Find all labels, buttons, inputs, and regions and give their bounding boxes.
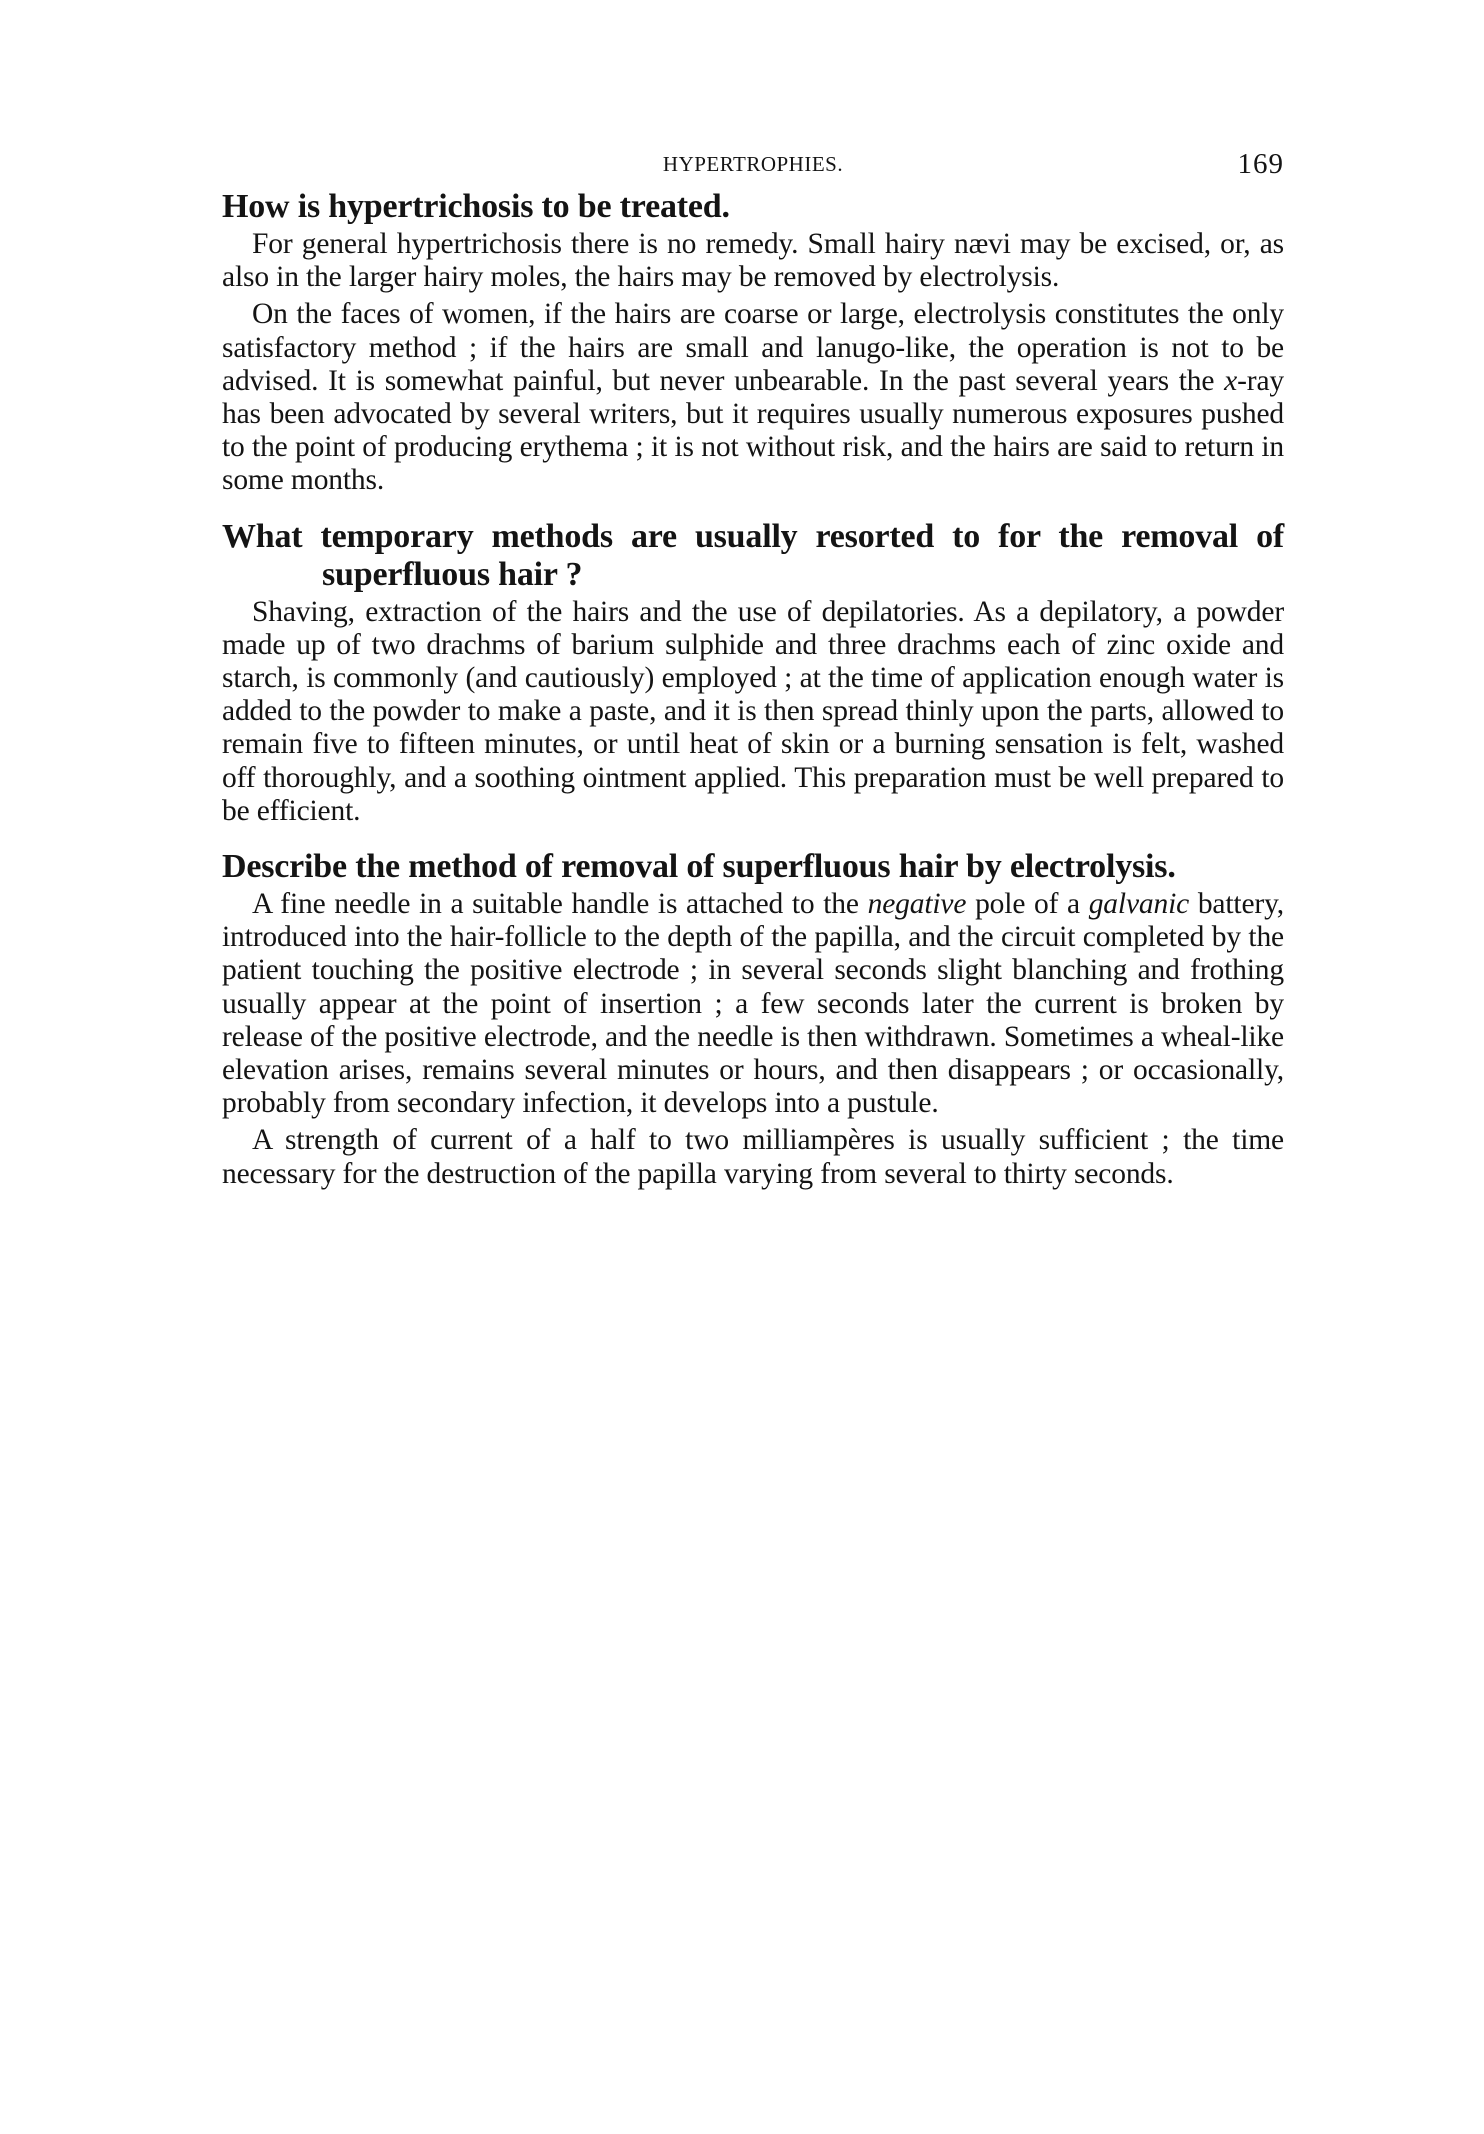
paragraph: A strength of current of a half to two milliampères is usually sufficient ; the time necessary for the destruction of the papilla varying from several to thirty seconds. [222,1124,1284,1190]
page-number: 169 [1237,148,1284,180]
text-segment: A fine needle in a suitable handle is attached to the [252,888,868,921]
italic-term: galvanic [1088,888,1190,921]
italic-term: x [1224,364,1238,397]
section-temporary-methods [222,518,1284,828]
text-segment: -ray has been advocated by several writers, but it requires usually numerous exposures pushed to the point of producing erythema ; it is not without risk, and the hairs are said to return in some months. [222,364,1284,497]
text-segment: On the faces of women, if the hairs are coarse or large, electrolysis constitutes the only satisfactory method ; if the hairs are small and lanugo-like, the operation is not to be advised. It is somewhat painful, but never unbearable. In the past several years the [222,298,1284,397]
question-heading: What temporary methods are usually resorted to for the removal of superfluous hair ? [222,517,1284,593]
section-treatment [222,188,1284,498]
paragraph [222,298,1284,497]
paragraph [222,888,1284,1120]
text-segment: battery, introduced into the hair-follicle to the depth of the papilla, and the circuit completed by the patient touching the positive electrode ; in several seconds slight blanching and frothing usually appear at the point of insertion ; a few seconds later the current is broken by release of the positive electrode, and the needle is then withdrawn. Sometimes a wheal-like elevation arises, remains several minutes or hours, and then disappears ; or occasionally, probably from secondary infection, it develops into a pustule. [222,888,1284,1120]
text-segment: pole of a [966,888,1089,921]
chapter-title: HYPERTROPHIES. [662,152,844,176]
paragraph: Shaving, extraction of the hairs and the use of depilatories. As a depilatory, a powder made up of two drachms of barium sulphide and three drachms each of zinc oxide and starch, is commonly (and cautiously) employed ; at the time of application enough water is added to the powder to make a paste, and it is then spread thinly upon the parts, allowed to remain five to fifteen minutes, or until heat of skin or a burning sensation is felt, washed off thoroughly, and a soothing ointment applied. This preparation must be well prepared to be efficient. [222,595,1284,827]
italic-term: negative [867,888,967,921]
question-heading: Describe the method of removal of superfluous hair by electrolysis. [222,848,1176,886]
book-page [222,140,1284,1191]
paragraph: For general hypertrichosis there is no remedy. Small hairy nævi may be excised, or, as also in the larger hairy moles, the hairs may be removed by electrolysis. [222,228,1284,294]
running-header [222,140,1284,180]
section-electrolysis [222,848,1284,1191]
question-heading: How is hypertrichosis to be treated. [222,188,730,225]
